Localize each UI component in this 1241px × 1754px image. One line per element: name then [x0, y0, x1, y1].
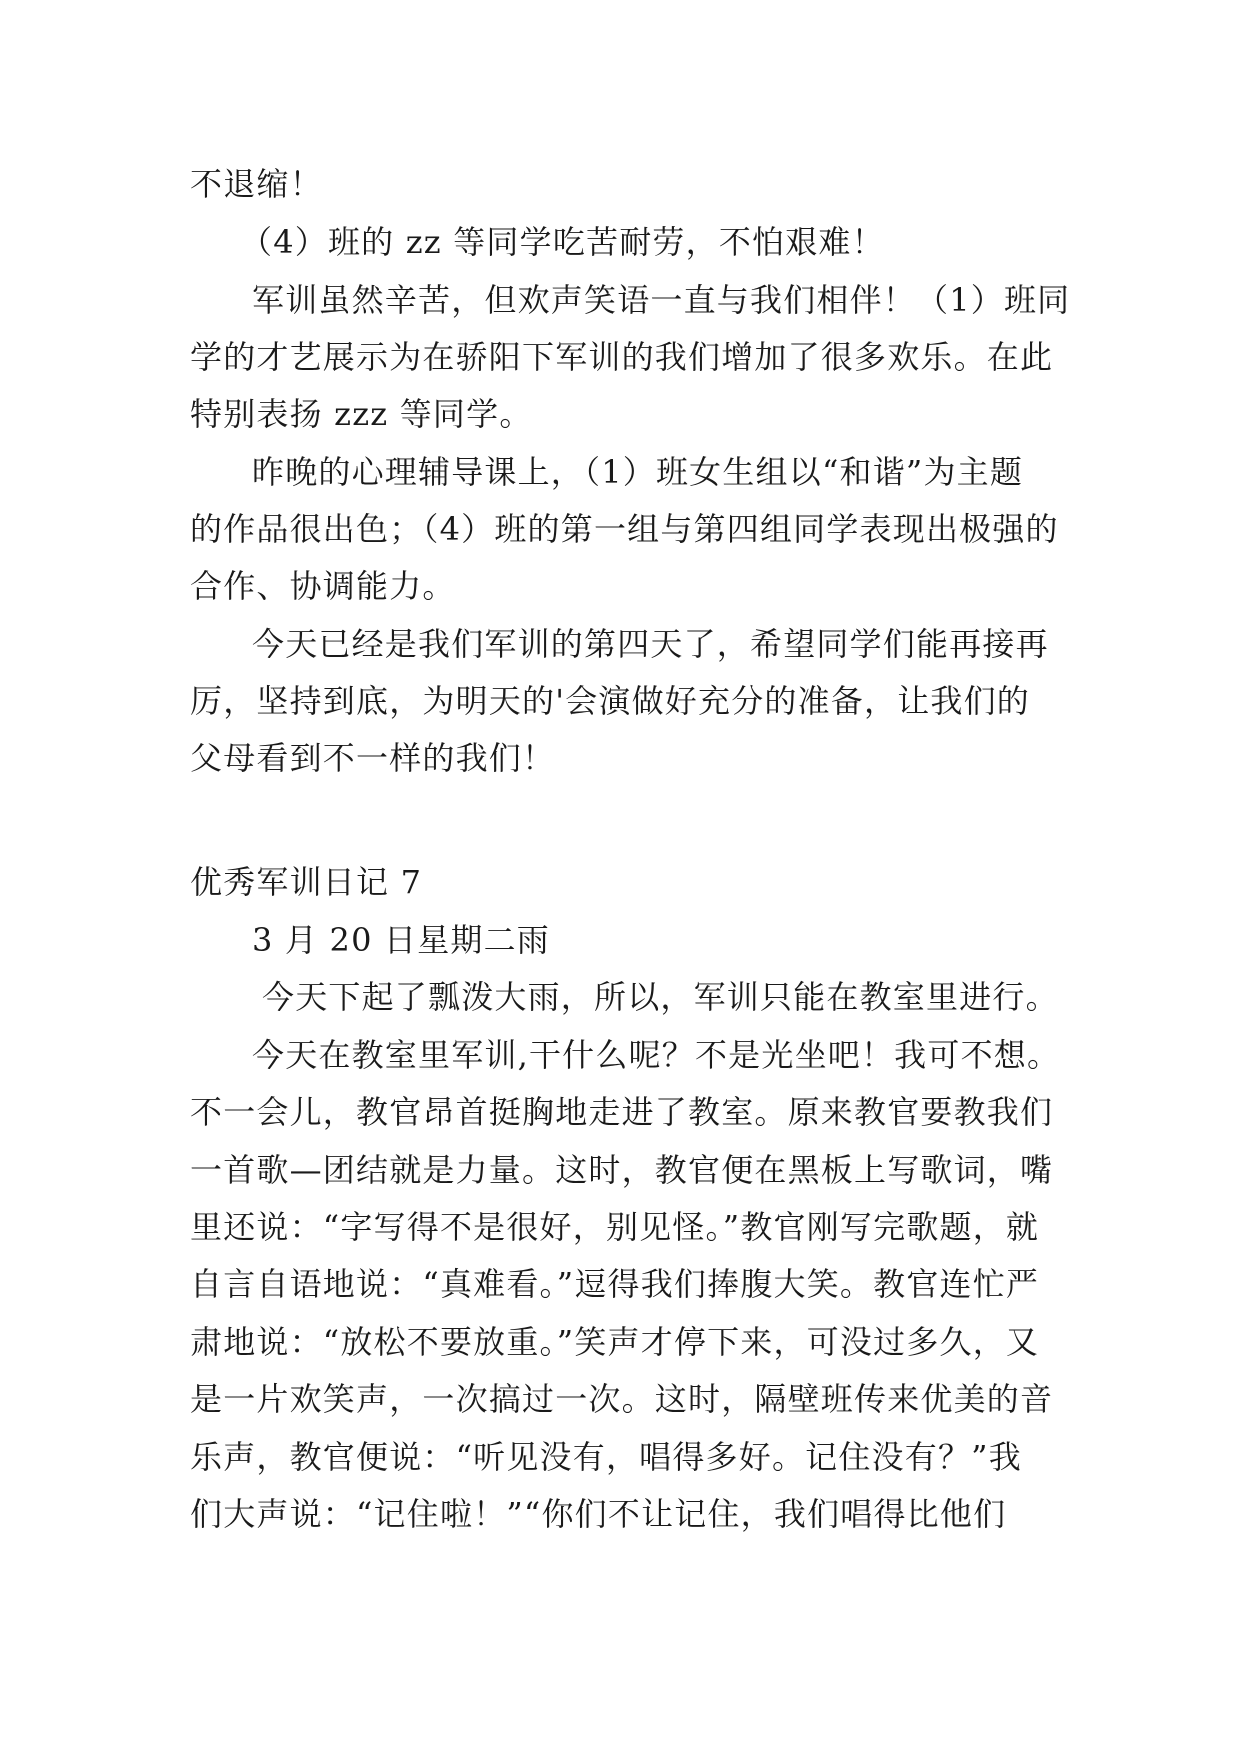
text-line: 乐声，教官便说：“听见没有，唱得多好。记住没有？”我	[190, 1438, 1022, 1476]
paragraph-start: 今天在教室里军训,干什么呢？不是光坐吧！我可不想。	[252, 1036, 1061, 1074]
paragraph-start: 今天下起了瓢泼大雨，所以，军训只能在教室里进行。	[262, 978, 1059, 1016]
text-line: 厉，坚持到底，为明天的'会演做好充分的准备，让我们的	[190, 682, 1030, 720]
text-line: 一首歌—团结就是力量。这时，教官便在黑板上写歌词，嘴	[190, 1151, 1054, 1189]
text-line: 父母看到不一样的我们！	[190, 739, 556, 777]
text-line: 里还说：“字写得不是很好，别见怪。”教官刚写完歌题，就	[190, 1208, 1040, 1246]
text-line: 不退缩！	[190, 165, 323, 203]
text-line: 肃地说：“放松不要放重。”笑声才停下来，可没过多久，又	[190, 1323, 1040, 1361]
text-line: 不一会儿，教官昂首挺胸地走进了教室。原来教官要教我们	[190, 1093, 1054, 1131]
text-line: 是一片欢笑声，一次搞过一次。这时，隔壁班传来优美的音	[190, 1380, 1054, 1418]
paragraph-start: 昨晚的心理辅导课上，（1）班女生组以“和谐”为主题	[252, 453, 1024, 491]
text-line: 学的才艺展示为在骄阳下军训的我们增加了很多欢乐。在此	[190, 338, 1054, 376]
text-line: （4）班的 zz 等同学吃苦耐劳，不怕艰难！	[240, 223, 885, 261]
text-line: 自言自语地说：“真难看。”逗得我们捧腹大笑。教官连忙严	[190, 1265, 1040, 1303]
text-line: 特别表扬 zzz 等同学。	[190, 395, 533, 433]
section-heading: 优秀军训日记 7	[190, 863, 423, 901]
text-line: 的作品很出色；（4）班的第一组与第四组同学表现出极强的	[190, 510, 1059, 548]
text-line: 合作、协调能力。	[190, 567, 456, 605]
diary-date: 3 月 20 日星期二雨	[252, 921, 550, 959]
paragraph-start: 今天已经是我们军训的第四天了，希望同学们能再接再	[252, 625, 1049, 663]
paragraph-start: 军训虽然辛苦，但欢声笑语一直与我们相伴！（1）班同	[252, 281, 1071, 319]
text-line: 们大声说：“记住啦！”“你们不让记住，我们唱得比他们	[190, 1495, 1007, 1533]
